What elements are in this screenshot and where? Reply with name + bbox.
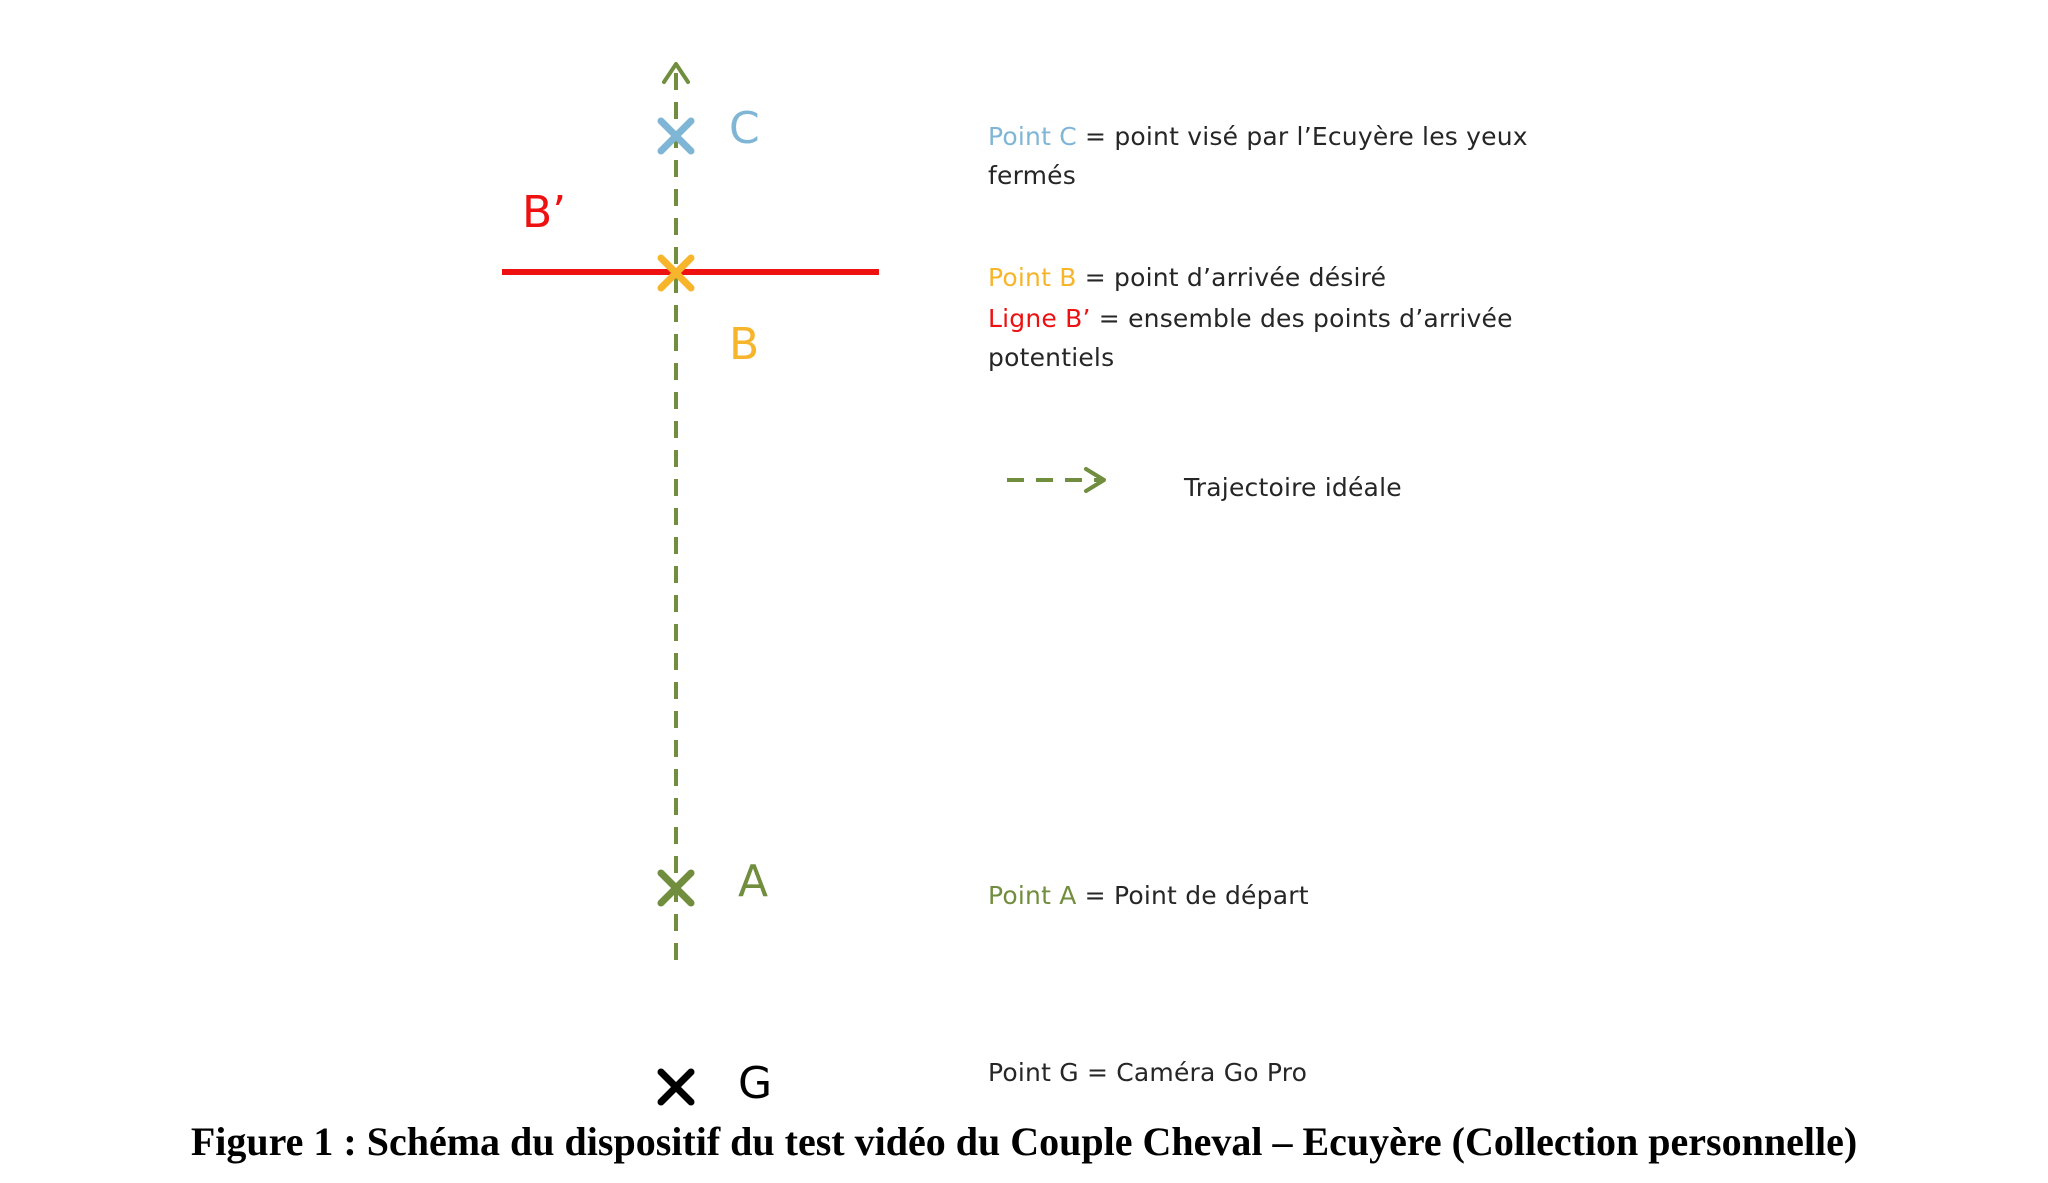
figure-caption: Figure 1 : Schéma du dispositif du test vidéo du Couple Cheval – Ecuyère (Collection personnelle) <box>190 1119 1858 1164</box>
legend-point-a <box>988 876 1309 915</box>
legend-point-c-line2: fermés <box>988 161 1076 190</box>
legend-point-a-text: = Point de départ <box>1076 881 1309 910</box>
label-g: G <box>738 1058 773 1109</box>
point-g-cross-icon <box>661 1072 691 1102</box>
legend-point-b-line <box>988 258 1386 297</box>
label-b: B <box>729 319 760 370</box>
legend-point-c-name: Point C <box>988 122 1077 151</box>
legend-point-g: Point G = Caméra Go Pro <box>988 1058 1308 1087</box>
legend-point-a-name: Point A <box>988 881 1077 910</box>
legend-point-c-line1 <box>988 117 1528 156</box>
legend-line-b-prime-name: Ligne B’ <box>988 304 1091 333</box>
legend-point-b <box>988 258 1386 297</box>
legend-line-b-prime <box>988 299 1513 377</box>
label-a: A <box>738 856 769 907</box>
legend-line-b-prime-line2: potentiels <box>988 343 1115 372</box>
legend-trajectory-label: Trajectoire idéale <box>1184 473 1402 502</box>
legend-line-b-prime-line1 <box>988 299 1513 338</box>
legend-point-c <box>988 117 1528 195</box>
legend-point-b-text: = point d’arrivée désiré <box>1076 263 1387 292</box>
legend-point-a-line <box>988 876 1309 915</box>
legend-line-b-prime-text: = ensemble des points d’arrivée <box>1090 304 1513 333</box>
legend-point-c-text: = point visé par l’Ecuyère les yeux <box>1076 122 1528 151</box>
label-c: C <box>729 103 760 154</box>
label-b-prime: B’ <box>522 187 567 238</box>
legend-point-b-name: Point B <box>988 263 1077 292</box>
